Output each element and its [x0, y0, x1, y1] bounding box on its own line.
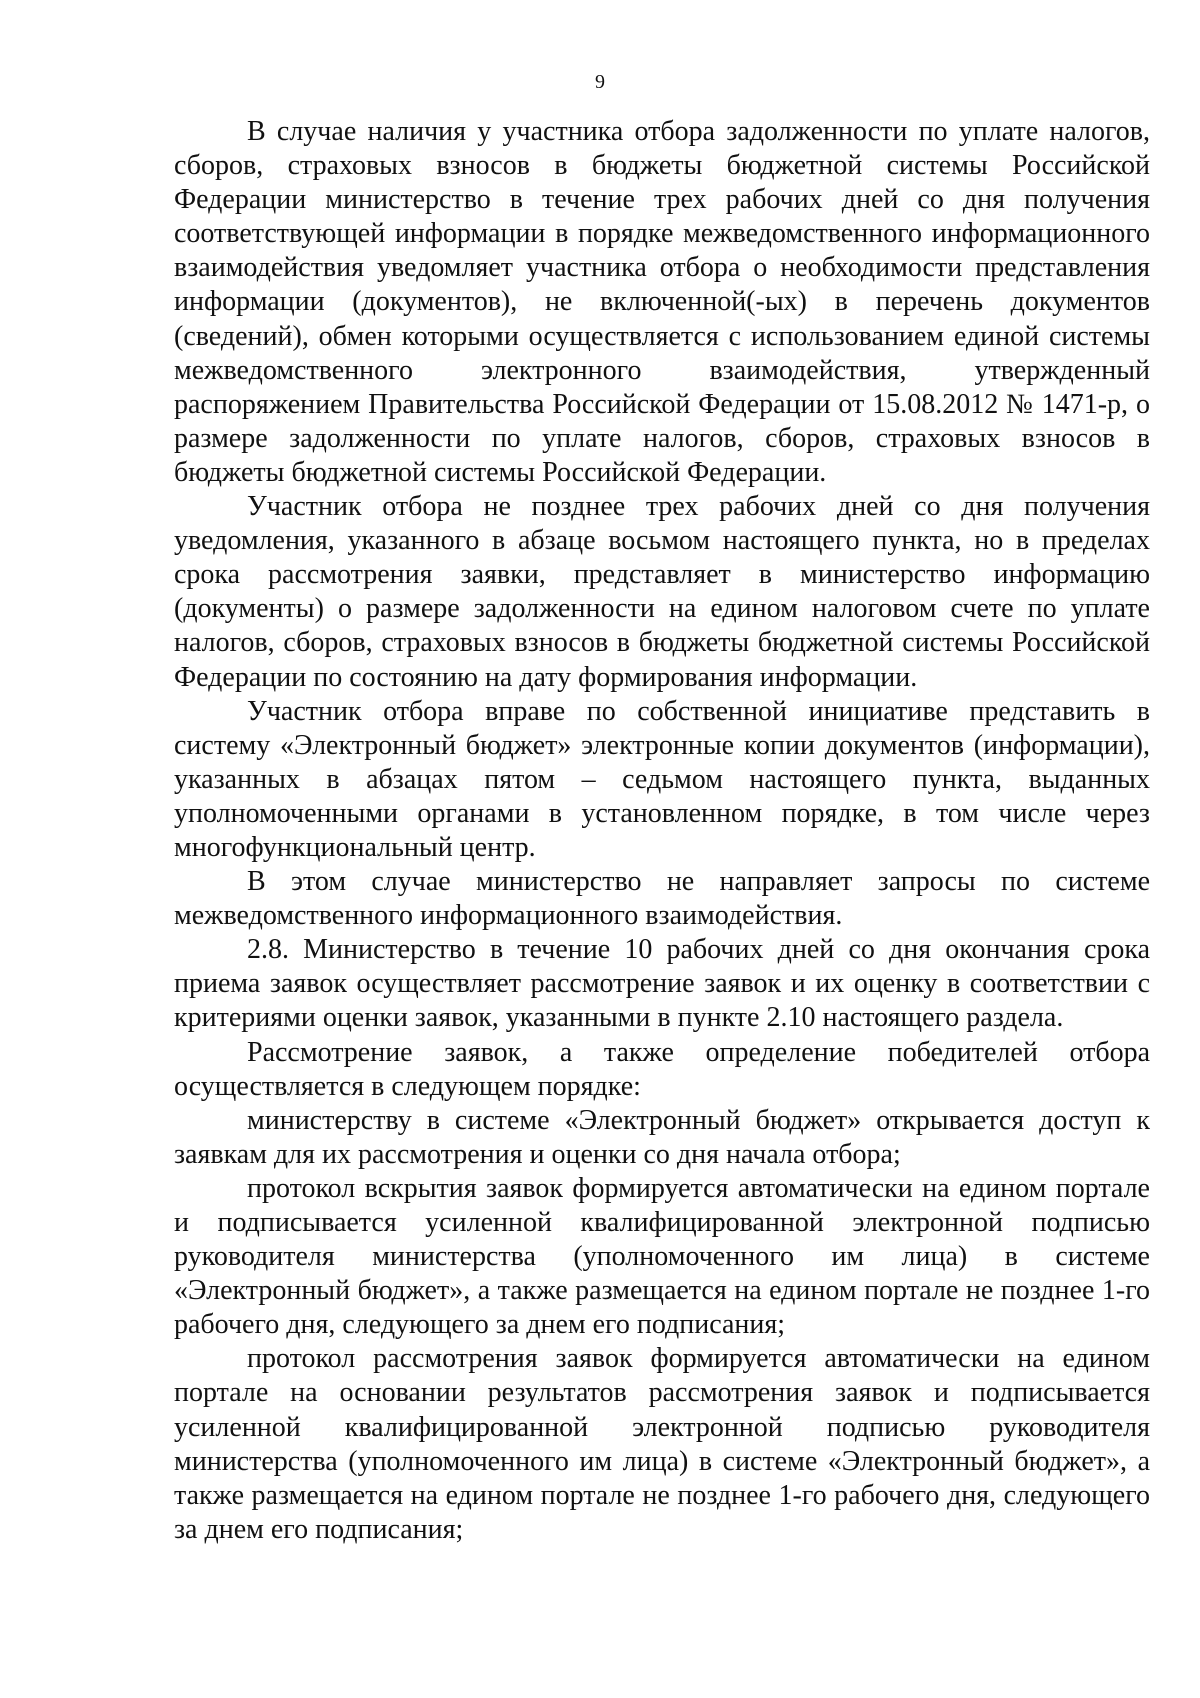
paragraph-debt-notification: В случае наличия у участника отбора задолженности по уплате налогов, сборов, страховых взносов в бюджеты бюджетной системы Российской Федерации министерство в течение трех рабочих дней со дня получения соответствующей информации в порядке межведомственного информационного взаимодействия уведомляет участника отбора о необходимости представления информации (документов), не включенной(-ых) в перечень документов (сведений), обмен которыми осуществляется с использованием единой системы межведомственного электронного взаимодействия, утвержденный распоряжением Правительства Российской Федерации от 15.08.2012 № 1471-р, о размере задолженности по уплате налогов, сборов, страховых взносов в бюджеты бюджетной системы Российской Федерации.	[174, 116, 1150, 488]
paragraph-review-order: Рассмотрение заявок, а также определение победителей отбора осуществляется в следующем порядке:	[174, 1036, 1150, 1102]
paragraph-section-2-8: 2.8. Министерство в течение 10 рабочих дней со дня окончания срока приема заявок осуществляет рассмотрение заявок и их оценку в соответствии с критериями оценки заявок, указанными в пункте 2.10 настоящего раздела.	[174, 934, 1150, 1034]
page-number: 9	[595, 71, 605, 93]
paragraph-no-requests: В этом случае министерство не направляет запросы по системе межведомственного информационного взаимодействия.	[174, 866, 1150, 932]
paragraph-own-initiative: Участник отбора вправе по собственной инициативе представить в систему «Электронный бюджет» электронные копии документов (информации), указанных в абзацах пятом – седьмом настоящего пункта, выданных уполномоченными органами в установленном порядке, в том числе через многофункциональный центр.	[174, 695, 1150, 863]
document-body	[174, 115, 1150, 1547]
paragraph-access-to-applications: министерству в системе «Электронный бюджет» открывается доступ к заявкам для их рассмотрения и оценки со дня начала отбора;	[174, 1104, 1150, 1170]
paragraph-participant-response: Участник отбора не позднее трех рабочих дней со дня получения уведомления, указанного в абзаце восьмом настоящего пункта, но в пределах срока рассмотрения заявки, представляет в министерство информацию (документы) о размере задолженности на едином налоговом счете по уплате налогов, сборов, страховых взносов в бюджеты бюджетной системы Российской Федерации по состоянию на дату формирования информации.	[174, 491, 1150, 693]
paragraph-review-protocol: протокол рассмотрения заявок формируется автоматически на едином портале на основании результатов рассмотрения заявок и подписывается усиленной квалифицированной электронной подписью руководителя министерства (уполномоченного им лица) в системе «Электронный бюджет», а также размещается на едином портале не позднее 1-го рабочего дня, следующего за днем его подписания;	[174, 1343, 1150, 1545]
paragraph-opening-protocol: протокол вскрытия заявок формируется автоматически на едином портале и подписывается усиленной квалифицированной электронной подписью руководителя министерства (уполномоченного им лица) в системе «Электронный бюджет», а также размещается на едином портале не позднее 1-го рабочего дня, следующего за днем его подписания;	[174, 1172, 1150, 1341]
